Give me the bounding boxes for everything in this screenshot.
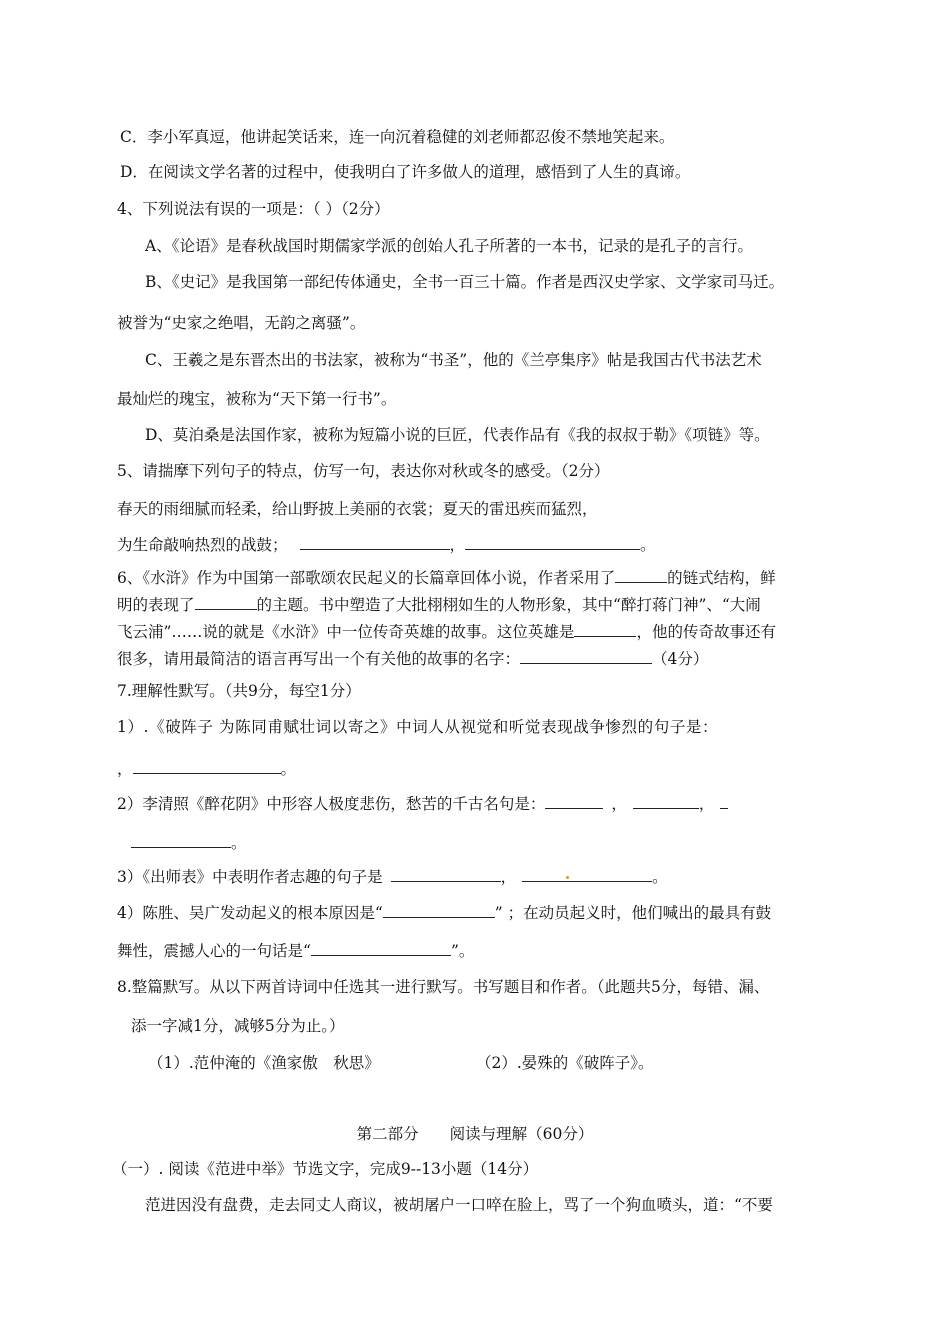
q7-sub3-period: 。 — [652, 868, 668, 886]
q3-option-d: D．在阅读文学名著的过程中，使我明白了许多做人的道理，感悟到了人生的真谛。 — [120, 163, 691, 181]
q7-sub1-line1: 1）.《破阵子 为陈同甫赋壮词以寄之》中词人从视觉和听觉表现战争惨烈的句子是： — [117, 718, 719, 736]
q5-example-text: 为生命敲响热烈的战鼓； — [117, 536, 288, 554]
q6-text-5: 飞云浦”……说的就是《水浒》中一位传奇英雄的故事。这位英雄是 — [117, 623, 575, 641]
q5-comma: ， — [449, 536, 466, 554]
q7-sub1-period: 。 — [280, 760, 297, 778]
q5-period: 。 — [640, 536, 656, 554]
passage-paragraph-1: 范进因没有盘费，走去同丈人商议，被胡屠户一口啐在脸上，骂了一个狗血喷头，道：“不要 — [145, 1196, 773, 1214]
q7-sub2-blank-2[interactable] — [633, 793, 699, 809]
q7-sub3-comma: ， — [500, 868, 517, 886]
q4-option-b-line1: B、《史记》是我国第一部纪传体通史，全书一百三十篇。作者是西汉史学家、文学家司马迁。 — [145, 273, 785, 291]
q4-option-d: D、莫泊桑是法国作家，被称为短篇小说的巨匠，代表作品有《我的叔叔于勒》《项链》等。 — [145, 426, 770, 444]
q7-sub3-text: 3）《出师表》中表明作者志趣的句子是 — [117, 868, 383, 886]
q6-text-1: 6、《水浒》作为中国第一部歌颂农民起义的长篇章回体小说，作者采用了 — [117, 569, 616, 587]
q7-sub4-text-4: ”。 — [450, 942, 475, 960]
q7-sub4-blank-1[interactable] — [383, 902, 495, 918]
q4-option-c-line2: 最灿烂的瑰宝，被称为“天下第一行书”。 — [117, 390, 397, 408]
q6-blank-story[interactable] — [520, 648, 652, 664]
q6-text-6: ，他的传奇故事还有 — [636, 623, 776, 641]
q7-sub2-line1 — [117, 793, 728, 814]
q7-sub2-blank-3a[interactable] — [720, 793, 728, 809]
q7-sub1-line2 — [117, 758, 296, 779]
q7-sub2-period: 。 — [231, 834, 247, 852]
q6-line1 — [117, 567, 776, 588]
q7-sub3-blank-1[interactable] — [391, 866, 501, 882]
q4-option-b-line2: 被誉为“史家之绝唱，无韵之离骚”。 — [117, 314, 366, 332]
q6-blank-hero[interactable] — [574, 621, 636, 637]
q7-sub4-text-2: ” ；在动员起义时，他们喊出的最具有鼓 — [494, 904, 772, 922]
q6-text-3: 明的表现了 — [117, 596, 195, 614]
q5-example-line1: 春天的雨细腻而轻柔，给山野披上美丽的衣裳；夏天的雷迅疾而猛烈， — [117, 500, 598, 518]
q7-sub2-text: 2）李清照《醉花阴》中形容人极度悲伤，愁苦的千古名句是： — [117, 795, 546, 813]
part2-section-1-heading: （一）. 阅读《范进中举》节选文字，完成9--13小题（14分） — [112, 1160, 539, 1178]
q6-line3 — [117, 621, 776, 642]
q7-sub2-blank-3b[interactable] — [131, 832, 231, 848]
q7-sub4-line1 — [117, 902, 771, 923]
q6-blank-theme[interactable] — [195, 594, 257, 610]
q7-sub2-comma-2: ， — [698, 795, 715, 813]
q5-blank-1[interactable] — [300, 534, 450, 550]
q5-example-line2 — [117, 534, 656, 555]
q7-sub3 — [117, 866, 668, 887]
q6-blank-structure[interactable] — [615, 567, 667, 583]
q6-score: （4分） — [652, 650, 709, 668]
q7-sub4-line2 — [117, 940, 474, 961]
q6-text-4: 的主题。书中塑造了大批栩栩如生的人物形象，其中“醉打蒋门神”、“大闹 — [256, 596, 761, 614]
q6-line2 — [117, 594, 761, 615]
part2-title: 第二部分 阅读与理解（60分） — [356, 1125, 594, 1143]
q5-stem: 5、请揣摩下列句子的特点，仿写一句，表达你对秋或冬的感受。（2分） — [117, 462, 610, 480]
q6-text-2: 的链式结构，鲜 — [667, 569, 776, 587]
q7-sub2-comma-1: ， — [611, 795, 627, 813]
q7-sub1-comma: ， — [117, 760, 133, 778]
q7-sub4-text-1: 4）陈胜、吴广发动起义的根本原因是“ — [117, 904, 383, 922]
q8-line1: 8.整篇默写。从以下两首诗词中任选其一进行默写。书写题目和作者。（此题共5分，每错、漏、 — [117, 978, 770, 996]
q7-sub3-blank-2[interactable] — [522, 866, 652, 882]
q6-text-7: 很多，请用最简洁的语言再写出一个有关他的故事的名字： — [117, 650, 521, 668]
q7-sub4-text-3: 舞性，震撼人心的一句话是“ — [117, 942, 311, 960]
q7-sub2-line2 — [131, 832, 247, 853]
q7-sub1-blank[interactable] — [133, 758, 281, 774]
q7-sub4-blank-2[interactable] — [311, 940, 451, 956]
q5-blank-2[interactable] — [465, 534, 640, 550]
q4-option-a: A、《论语》是春秋战国时期儒家学派的创始人孔子所著的一本书，记录的是孔子的言行。 — [145, 237, 753, 255]
q6-line4 — [117, 648, 708, 669]
q8-option-2: （2）.晏殊的《破阵子》。 — [476, 1054, 654, 1072]
q8-option-1: （1）.范仲淹的《渔家傲 秋思》 — [148, 1054, 380, 1072]
stray-mark — [566, 876, 569, 879]
q7-sub2-blank-1[interactable] — [545, 793, 603, 809]
q7-stem: 7.理解性默写。（共9分，每空1分） — [117, 682, 361, 700]
q4-stem: 4、下列说法有误的一项是：（ ）（2分） — [117, 200, 390, 218]
q3-option-c: C．李小军真逗，他讲起笑话来，连一向沉着稳健的刘老师都忍俊不禁地笑起来。 — [120, 128, 675, 146]
q4-option-c-line1: C、王羲之是东晋杰出的书法家，被称为“书圣”，他的《兰亭集序》帖是我国古代书法艺术 — [145, 351, 762, 369]
q8-line2: 添一字减1分，减够5分为止。） — [131, 1017, 345, 1035]
